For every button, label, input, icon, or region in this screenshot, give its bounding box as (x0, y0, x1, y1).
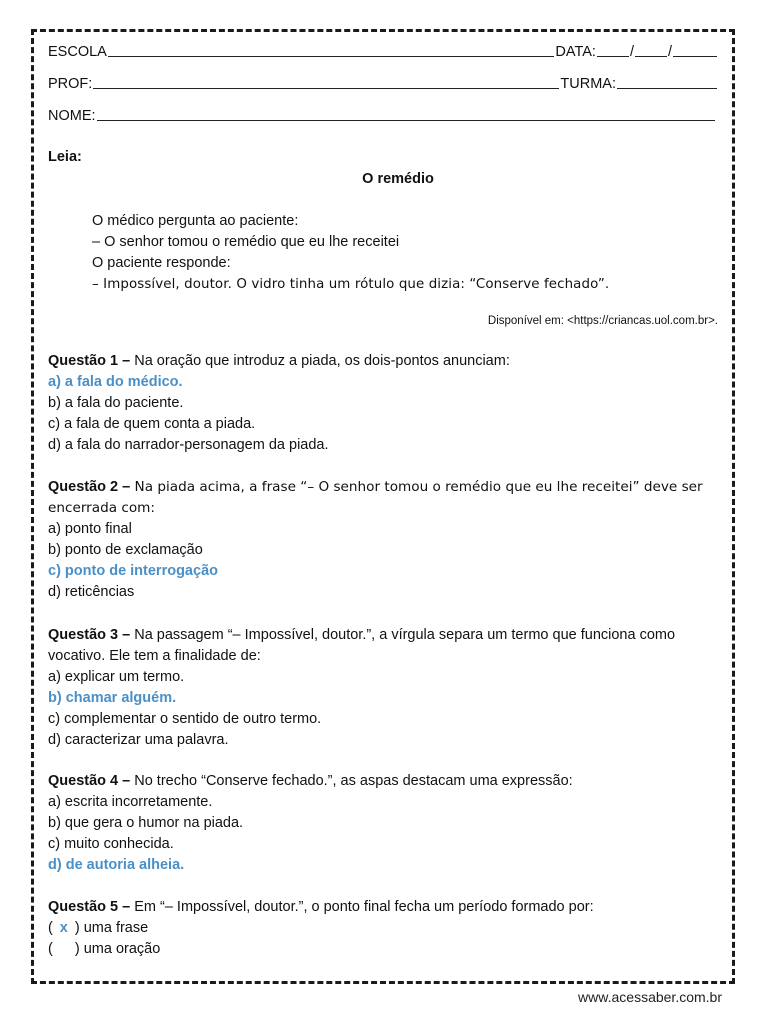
answer-option: c) ponto de interrogação (48, 563, 218, 579)
answer-option: a) escrita incorretamente. (48, 794, 213, 810)
question-3 (48, 625, 718, 751)
answer-option: c) muito conhecida. (48, 836, 174, 852)
answer-option: c) complementar o sentido de outro termo. (48, 711, 322, 727)
story-line: – Impossível, doutor. O vidro tinha um rótulo que dizia: “Conserve fechado”. (92, 277, 610, 292)
story-line: O médico pergunta ao paciente: (92, 213, 299, 229)
question-label: Questão 3 – (48, 627, 131, 643)
answer-option: d) a fala do narrador-personagem da piada. (48, 437, 329, 453)
class-blank (617, 87, 717, 89)
date-day-blank (597, 55, 629, 57)
question-5 (48, 897, 718, 960)
story-text (92, 211, 609, 295)
date-year-blank (673, 55, 717, 57)
question-label: Questão 1 – (48, 353, 131, 369)
answer-option: b) a fala do paciente. (48, 395, 184, 411)
checkbox-option (48, 939, 718, 960)
name-blank (97, 119, 715, 121)
teacher-line (48, 76, 718, 92)
story-title: O remédio (362, 171, 434, 187)
question-4 (48, 771, 718, 876)
question-label: Questão 5 – (48, 899, 131, 915)
school-blank (108, 55, 555, 57)
checkbox-option (48, 918, 718, 939)
question-text: Na passagem “– Impossível, doutor.”, a vírgula separa um termo que funciona como vocativo. Ele tem a finalidade de: (48, 627, 676, 664)
option-text: uma frase (83, 920, 149, 936)
footer-url: www.acessaber.com.br (578, 989, 722, 1005)
option-text: uma oração (83, 941, 161, 957)
question-text: Em “– Impossível, doutor.”, o ponto final fecha um período formado por: (130, 899, 594, 915)
answer-option: b) que gera o humor na piada. (48, 815, 244, 831)
question-label: Questão 4 – (48, 773, 131, 789)
story-line: – O senhor tomou o remédio que eu lhe receitei (92, 234, 400, 250)
answer-option: a) explicar um termo. (48, 669, 185, 685)
open-paren: ( (48, 941, 53, 957)
answer-option: a) ponto final (48, 521, 132, 537)
question-text: Na oração que introduz a piada, os dois-pontos anunciam: (130, 353, 510, 369)
open-paren: ( (48, 920, 53, 936)
answer-option: c) a fala de quem conta a piada. (48, 416, 256, 432)
class-label: TURMA: (560, 76, 616, 92)
close-paren: ) (74, 941, 80, 957)
answer-option: b) ponto de exclamação (48, 542, 203, 558)
school-label: ESCOLA (48, 44, 107, 60)
teacher-label: PROF: (48, 76, 93, 92)
question-2 (48, 477, 718, 603)
date-sep-1: / (629, 44, 634, 60)
school-line (48, 44, 718, 60)
read-label: Leia: (48, 149, 82, 165)
question-text: Na piada acima, a frase “– O senhor tomou o remédio que eu lhe receitei” deve ser encerrada com: (48, 479, 703, 516)
name-label: NOME: (48, 108, 96, 124)
question-1 (48, 351, 718, 456)
answer-option: d) reticências (48, 584, 135, 600)
answer-option: d) caracterizar uma palavra. (48, 732, 229, 748)
date-label: DATA: (555, 44, 596, 60)
story-source: Disponível em: <https://criancas.uol.com.br>. (487, 315, 718, 327)
date-sep-2: / (667, 44, 672, 60)
question-text: No trecho “Conserve fechado.”, as aspas destacam uma expressão: (130, 773, 573, 789)
story-line: O paciente responde: (92, 255, 231, 271)
answer-option: a) a fala do médico. (48, 374, 183, 390)
close-paren: ) (74, 920, 80, 936)
check-mark[interactable]: x (59, 920, 68, 936)
question-label: Questão 2 – (48, 479, 131, 495)
teacher-blank (93, 87, 559, 89)
date-month-blank (635, 55, 667, 57)
worksheet-frame (31, 29, 735, 984)
answer-option: d) de autoria alheia. (48, 857, 185, 873)
answer-option: b) chamar alguém. (48, 690, 177, 706)
name-line (48, 108, 716, 124)
